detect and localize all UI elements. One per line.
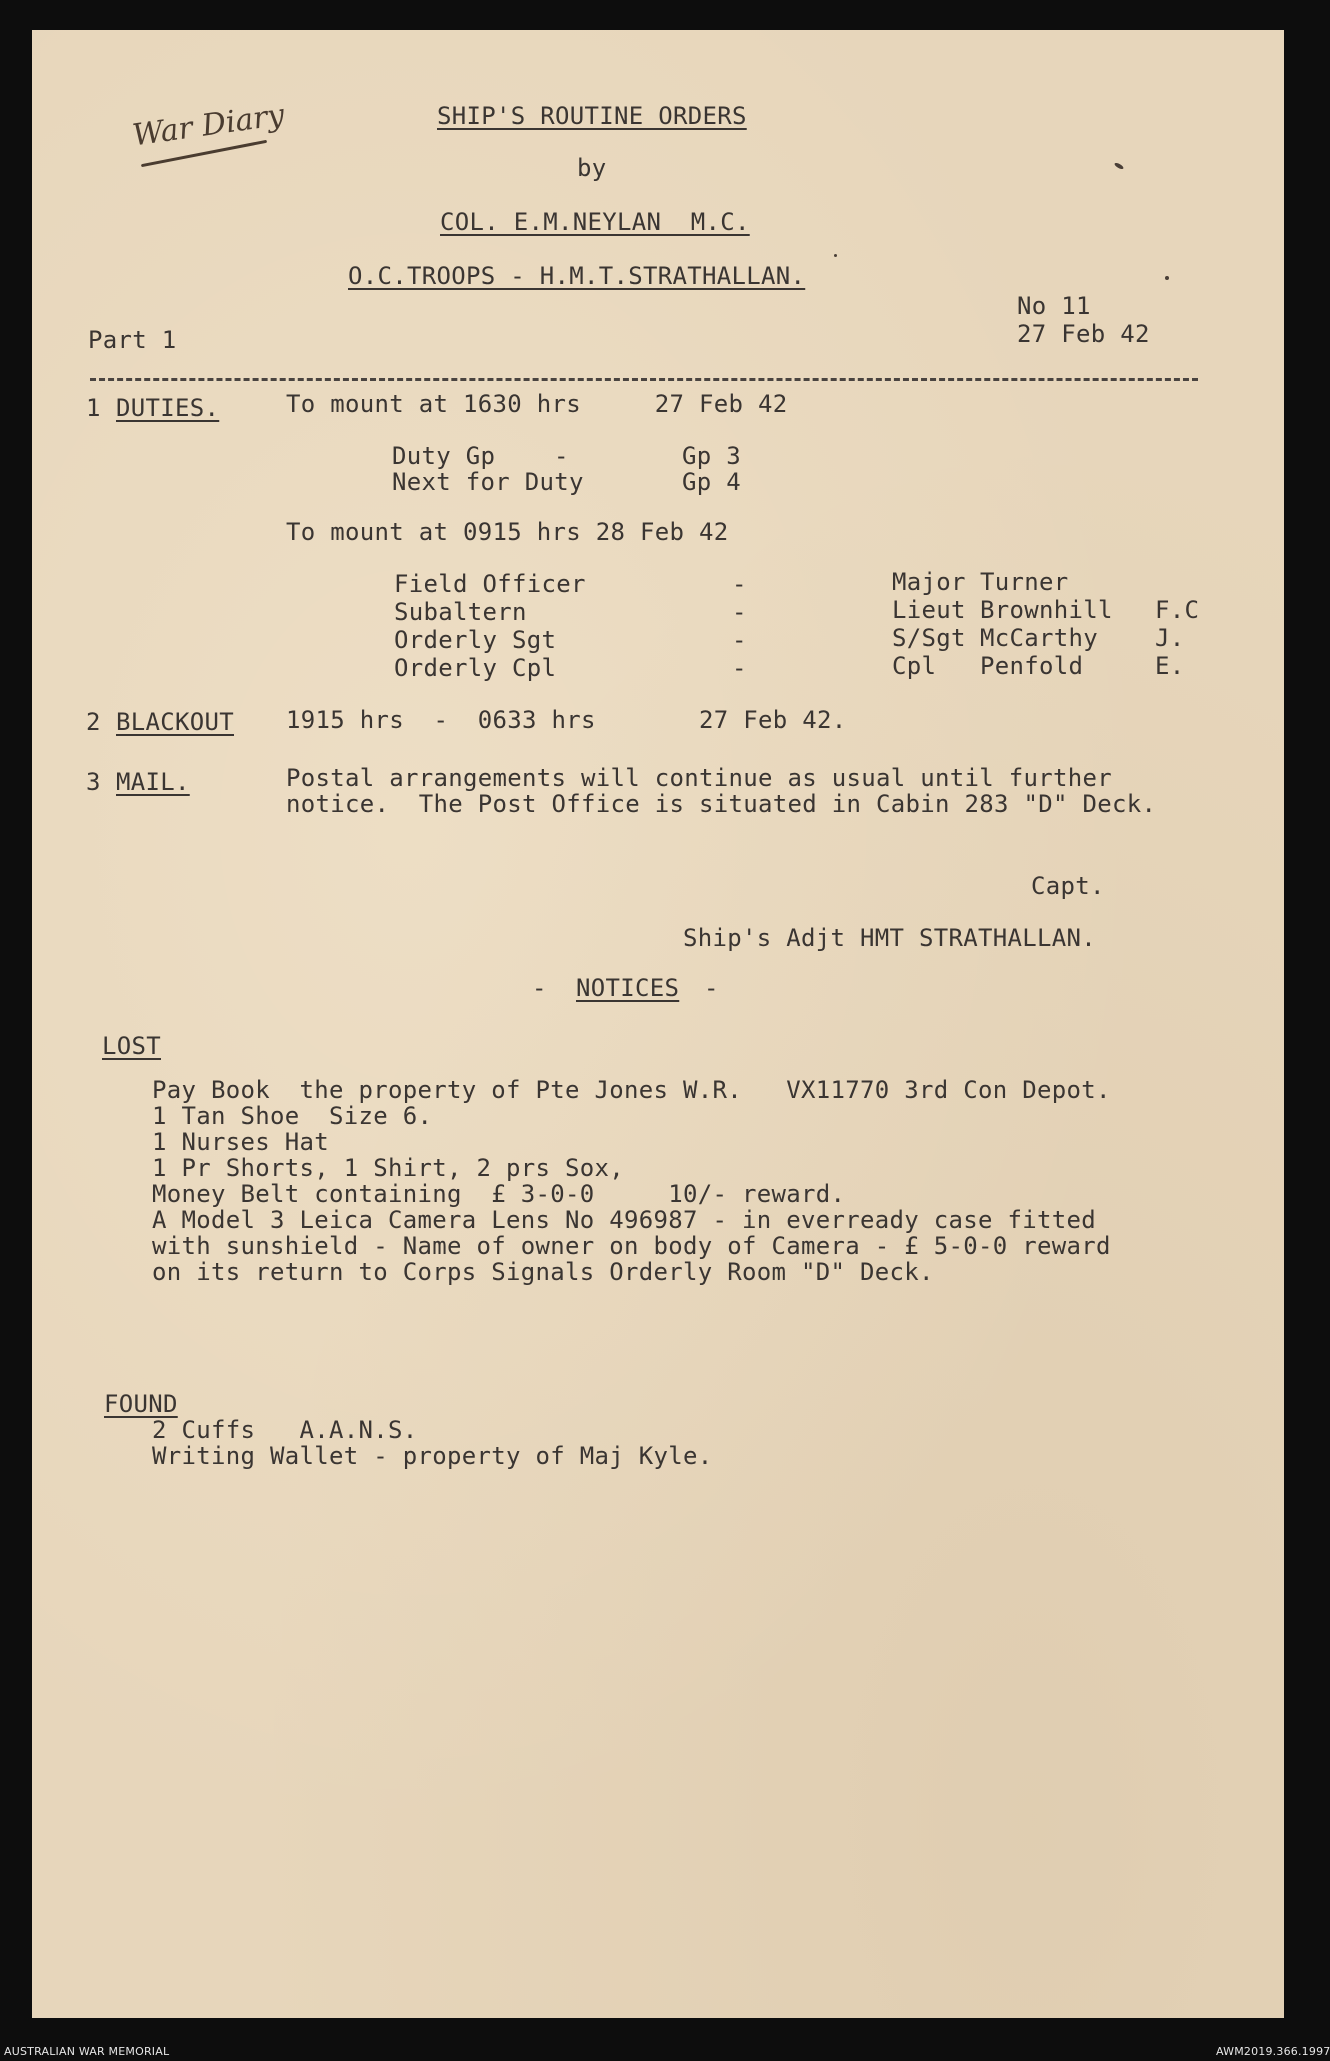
blackout-times: 1915 hrs - 0633 hrs 27 Feb 42. bbox=[286, 706, 847, 734]
roster-dash: - bbox=[732, 598, 747, 626]
list-item: A Model 3 Leica Camera Lens No 496987 - in everready case fitted bbox=[152, 1206, 1096, 1234]
duties-mount-first: To mount at 1630 hrs 27 Feb 42 bbox=[286, 390, 788, 418]
list-item: with sunshield - Name of owner on body of Camera - £ 5-0-0 reward bbox=[152, 1232, 1111, 1260]
roster-role: Orderly Cpl bbox=[394, 654, 557, 682]
duties-mount-second: To mount at 0915 hrs 28 Feb 42 bbox=[286, 518, 729, 546]
handwritten-annotation: War Diary bbox=[130, 97, 287, 154]
duties-heading: DUTIES. bbox=[116, 394, 220, 422]
list-item: 2 Cuffs A.A.N.S. bbox=[152, 1416, 418, 1444]
list-item: on its return to Corps Signals Orderly Room "D" Deck. bbox=[152, 1258, 934, 1286]
section-number: 2 bbox=[86, 708, 101, 736]
roster-role: Orderly Sgt bbox=[394, 626, 557, 654]
list-item: 1 Tan Shoe Size 6. bbox=[152, 1102, 433, 1130]
unit-name: O.C.TROOPS - H.M.T.STRATHALLAN. bbox=[348, 262, 806, 290]
found-heading: FOUND bbox=[104, 1390, 178, 1418]
mail-heading: MAIL. bbox=[116, 768, 190, 796]
header-divider bbox=[90, 378, 1198, 381]
roster-dash: - bbox=[732, 626, 747, 654]
document-page bbox=[32, 30, 1284, 2018]
blackout-heading: BLACKOUT bbox=[116, 708, 234, 736]
duty-group-label: Duty Gp bbox=[392, 442, 496, 470]
list-item: 1 Pr Shorts, 1 Shirt, 2 prs Sox, bbox=[152, 1154, 624, 1182]
order-number: No 11 bbox=[1017, 292, 1091, 320]
roster-initial: F.C bbox=[1155, 596, 1200, 624]
roster-dash: - bbox=[732, 654, 747, 682]
paper-mark bbox=[1114, 162, 1125, 170]
roster-initial: J. bbox=[1155, 624, 1185, 652]
roster-rank: S/Sgt bbox=[892, 624, 966, 652]
roster-name: Brownhill bbox=[980, 596, 1113, 624]
part-label: Part 1 bbox=[88, 326, 177, 354]
signature-rank: Capt. bbox=[1031, 872, 1105, 900]
section-number: 1 bbox=[86, 394, 101, 422]
order-date: 27 Feb 42 bbox=[1017, 320, 1150, 348]
lost-heading: LOST bbox=[102, 1032, 161, 1060]
roster-rank: Lieut bbox=[892, 596, 966, 624]
mail-text-line: notice. The Post Office is situated in Cabin 283 "D" Deck. bbox=[286, 790, 1157, 818]
list-item: Money Belt containing £ 3-0-0 10/- reward. bbox=[152, 1180, 846, 1208]
roster-dash: - bbox=[732, 570, 747, 598]
footer-reference: AWM2019.366.1997 bbox=[1216, 2045, 1330, 2058]
roster-name: Penfold bbox=[980, 652, 1084, 680]
commander-name: COL. E.M.NEYLAN M.C. bbox=[440, 208, 750, 236]
paper-mark bbox=[834, 254, 837, 257]
list-item: Writing Wallet - property of Maj Kyle. bbox=[152, 1442, 713, 1470]
duty-group-value: Gp 3 bbox=[682, 442, 741, 470]
notices-heading: NOTICES bbox=[576, 974, 680, 1002]
signature-title: Ship's Adjt HMT STRATHALLAN. bbox=[683, 924, 1096, 952]
list-item: 1 Nurses Hat bbox=[152, 1128, 329, 1156]
mail-text-line: Postal arrangements will continue as usual until further bbox=[286, 764, 1112, 792]
next-duty-value: Gp 4 bbox=[682, 468, 741, 496]
title-by: by bbox=[577, 154, 607, 182]
document-title: SHIP'S ROUTINE ORDERS bbox=[437, 102, 747, 130]
roster-name: McCarthy bbox=[980, 624, 1098, 652]
roster-rank: Major bbox=[892, 568, 966, 596]
notices-dash-left: - bbox=[532, 974, 547, 1002]
footer-credit: AUSTRALIAN WAR MEMORIAL bbox=[4, 2045, 170, 2058]
list-item: Pay Book the property of Pte Jones W.R. VX11770 3rd Con Depot. bbox=[152, 1076, 1111, 1104]
notices-dash-right: - bbox=[704, 974, 719, 1002]
roster-name: Turner bbox=[980, 568, 1069, 596]
next-duty-label: Next for Duty bbox=[392, 468, 584, 496]
section-number: 3 bbox=[86, 768, 101, 796]
roster-role: Field Officer bbox=[394, 570, 586, 598]
paper-mark bbox=[1165, 276, 1169, 280]
roster-initial: E. bbox=[1155, 652, 1185, 680]
duty-group-dash: - bbox=[554, 442, 569, 470]
roster-rank: Cpl bbox=[892, 652, 937, 680]
roster-role: Subaltern bbox=[394, 598, 527, 626]
